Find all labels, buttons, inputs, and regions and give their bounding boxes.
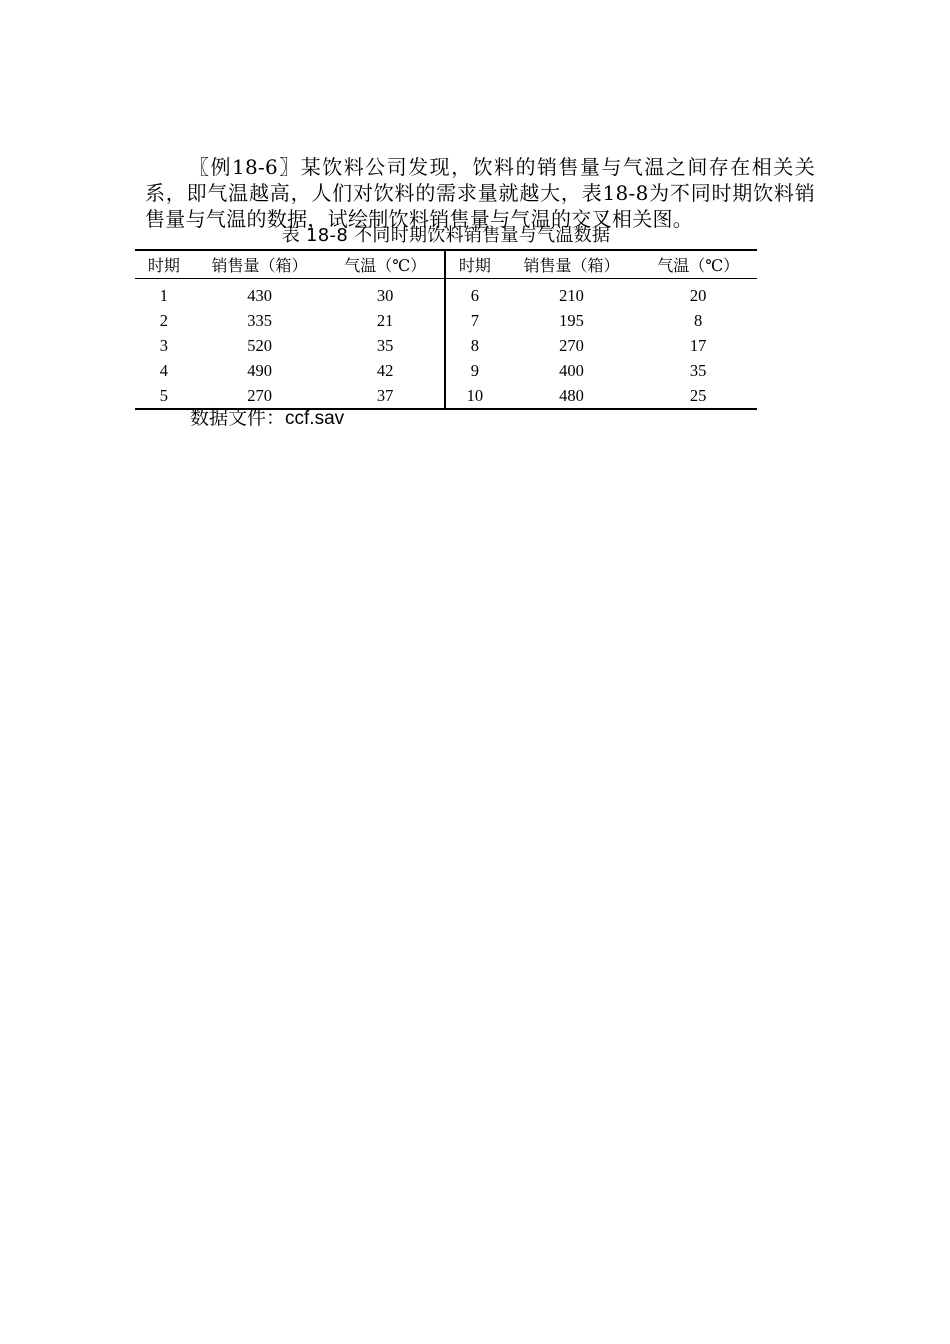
cell-temperature: 20 [689,285,707,305]
cell-sales: 430 [247,285,272,305]
cell-temperature: 37 [326,383,445,409]
cell-temperature: 30 [326,279,445,309]
cell-temperature: 8 [694,310,703,330]
cell-temperature: 35 [689,360,707,380]
cell-period: 9 [470,360,479,380]
cell-period: 10 [466,385,484,405]
data-file-label: 数据文件： [190,407,286,429]
table-row [135,333,757,358]
header-sales-1: 销售量（箱） [211,256,308,275]
header-sales-2: 销售量（箱） [523,256,620,275]
header-temperature-1: 气温（℃） [326,250,445,279]
cell-period: 5 [159,385,169,405]
cell-temperature: 25 [689,385,707,405]
cell-sales: 270 [247,385,272,405]
table-row [135,358,757,383]
table-title: 表 18-8 不同时期饮料销售量与气温数据 [281,225,611,246]
cell-sales: 490 [247,360,272,380]
sales-temperature-table [135,249,757,410]
cell-sales: 195 [559,310,584,330]
data-file-name: ccf.sav [285,408,345,429]
header-temperature-2: 气温（℃） [657,256,740,275]
cell-period: 2 [159,310,169,330]
table-row [135,279,757,309]
cell-sales: 335 [247,310,272,330]
cell-sales: 480 [559,385,584,405]
example-paragraph: 〖例18-6〗某饮料公司发现，饮料的销售量与气温之间存在相关关系，即气温越高，人们对饮料的需求量就越大，表18-8为不同时期饮料销售量与气温的数据，试绘制饮料销售量与气温的交叉相关图。 [145,155,815,231]
cell-temperature: 42 [326,358,445,383]
table-row [135,308,757,333]
cell-period: 7 [470,310,479,330]
table-header-row [135,250,757,279]
cell-temperature: 35 [326,333,445,358]
header-period-2: 时期 [458,256,491,275]
cell-period: 8 [470,335,479,355]
cell-sales: 210 [559,285,584,305]
data-file-line [190,405,344,432]
cell-sales: 400 [559,360,584,380]
cell-period: 4 [159,360,169,380]
cell-period: 6 [470,285,479,305]
cell-temperature: 21 [326,308,445,333]
cell-period: 3 [159,335,169,355]
cell-sales: 270 [559,335,584,355]
cell-sales: 520 [247,335,272,355]
cell-period: 1 [159,285,169,305]
cell-temperature: 17 [689,335,707,355]
header-period-1: 时期 [147,256,180,275]
